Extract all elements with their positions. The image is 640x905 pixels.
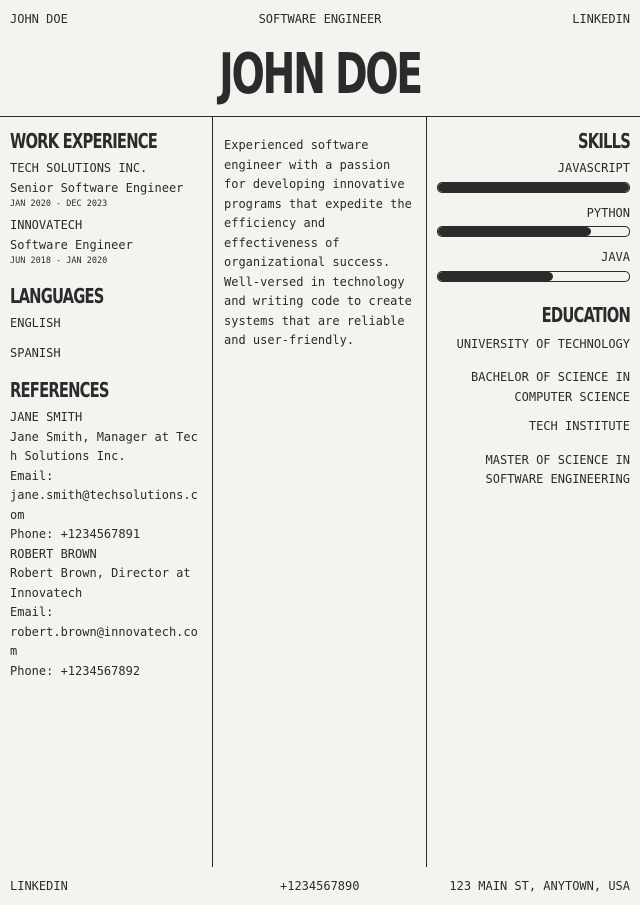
reference-email[interactable]: robert.brown@innovatech.com (10, 624, 198, 658)
reference-phone: Phone: +1234567891 (10, 527, 141, 541)
reference-name: ROBERT BROWN (10, 546, 97, 561)
language-item: SPANISH (10, 345, 61, 360)
job-role: Senior Software Engineer (10, 180, 184, 195)
reference-email[interactable]: jane.smith@techsolutions.com (10, 488, 198, 522)
top-bar (0, 0, 640, 38)
education-title: EDUCATION (541, 302, 630, 327)
reference-description: Robert Brown, Director at Innovatech (10, 566, 191, 600)
header-job-title: SOFTWARE ENGINEER (258, 12, 382, 26)
footer-phone: +1234567890 (280, 879, 360, 893)
footer-linkedin-link[interactable]: LINKEDIN (10, 879, 68, 893)
reference-description: Jane Smith, Manager at Tech Solutions Inc. (10, 429, 198, 463)
education-degree: MASTER OF SCIENCE IN SOFTWARE ENGINEERING (485, 452, 630, 486)
skill-name: PYTHON (586, 205, 630, 220)
languages-title: LANGUAGES (10, 284, 104, 308)
skill-bar (437, 182, 630, 193)
header-name: JOHN DOE (10, 12, 68, 26)
job-company: TECH SOLUTIONS INC. (10, 161, 148, 175)
education-degree: BACHELOR OF SCIENCE IN COMPUTER SCIENCE (471, 370, 630, 404)
reference-phone: Phone: +1234567892 (10, 663, 141, 678)
column-divider-left (212, 117, 213, 867)
skill-bar (437, 271, 630, 282)
skill-bar-fill (438, 227, 591, 236)
references-title: REFERENCES (10, 378, 109, 402)
skill-bar (437, 226, 630, 237)
column-divider-right (426, 117, 427, 867)
left-column (10, 117, 205, 681)
reference-email-label: Email: (10, 468, 54, 483)
skills-title: SKILLS (577, 129, 630, 153)
job-dates: JUN 2018 - JAN 2020 (10, 256, 108, 266)
footer (0, 870, 640, 900)
right-column (437, 117, 630, 490)
profile-summary: Experienced software engineer with a passion for developing innovative programs that expedite the efficiency and effectiveness of organizational success. Well-versed in technology and writing code to create systems that are reliable and user-friendly. (224, 138, 412, 347)
education-school: TECH INSTITUTE (528, 419, 630, 433)
job-dates: JAN 2020 - DEC 2023 (10, 199, 108, 209)
education-school: UNIVERSITY OF TECHNOLOGY (456, 336, 630, 351)
middle-column (224, 117, 419, 351)
reference-email-label: Email: (10, 605, 54, 619)
skill-name: JAVASCRIPT (557, 161, 630, 175)
skill-bar-fill (438, 272, 553, 281)
language-item: ENGLISH (10, 316, 61, 330)
work-experience-title: WORK EXPERIENCE (10, 129, 157, 153)
skill-bar-fill (438, 183, 629, 192)
header-linkedin-link[interactable]: LINKEDIN (572, 12, 630, 26)
skill-name: JAVA (601, 250, 630, 264)
reference-name: JANE SMITH (10, 410, 83, 424)
job-role: Software Engineer (10, 237, 133, 252)
resume-name: JOHN DOE (219, 42, 421, 107)
job-company: INNOVATECH (10, 218, 83, 232)
footer-address: 123 MAIN ST, ANYTOWN, USA (449, 879, 630, 893)
